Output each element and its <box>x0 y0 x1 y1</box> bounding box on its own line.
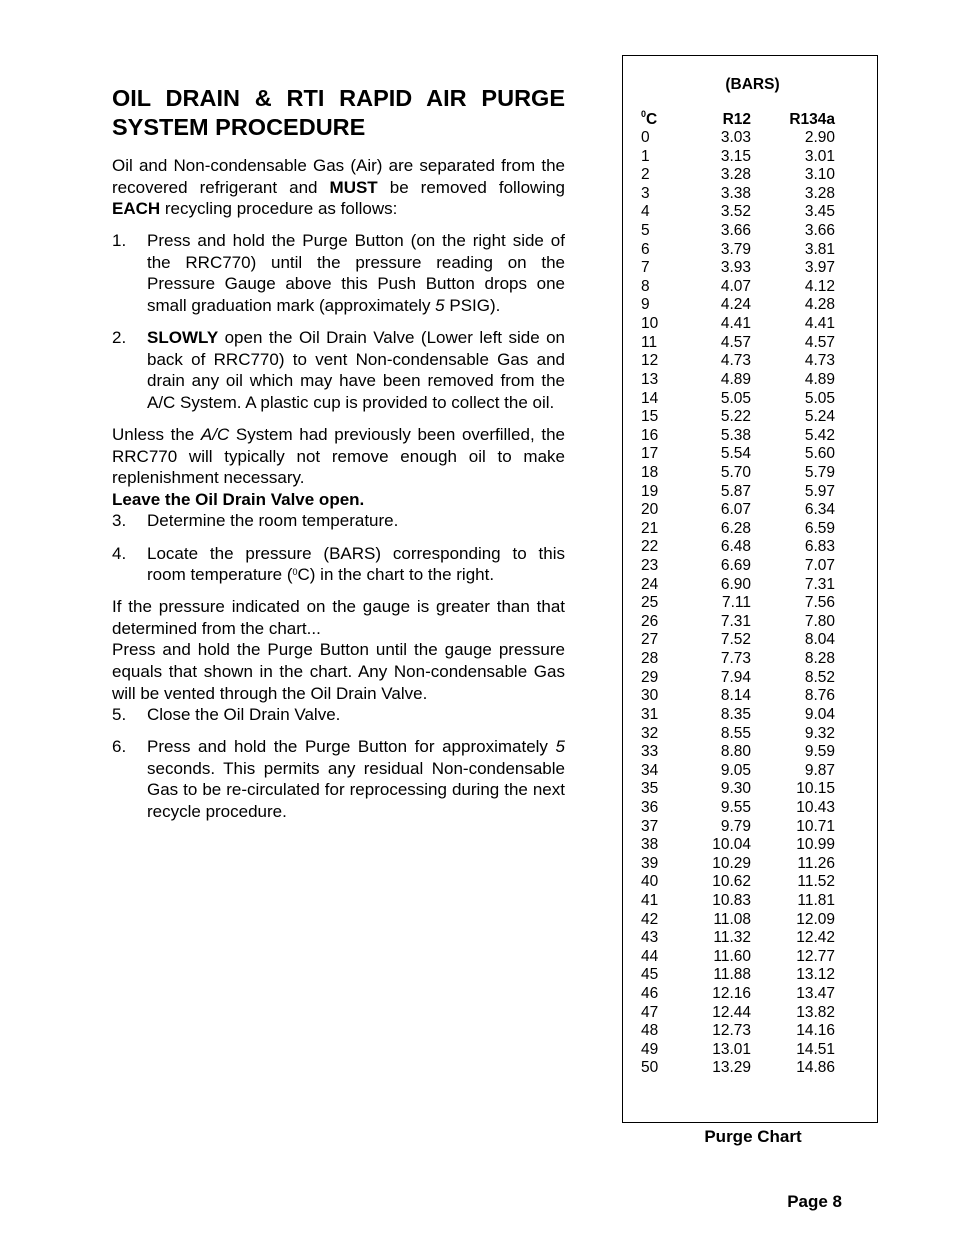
step-text: Determine the room temperature. <box>147 511 399 531</box>
degree-superscript: 0 <box>641 109 647 119</box>
cell-temperature: 24 <box>641 575 659 593</box>
cell-r12: 9.05 <box>720 761 751 779</box>
table-row <box>641 166 861 185</box>
step-text-part: Press and hold the Purge Button for approximately <box>147 737 556 757</box>
cell-r134a: 11.52 <box>797 873 835 891</box>
cell-r12: 13.29 <box>712 1059 751 1077</box>
cell-r134a: 4.12 <box>804 277 835 295</box>
cell-temperature: 27 <box>641 631 659 649</box>
cell-r12: 5.38 <box>720 426 751 444</box>
table-row <box>641 1041 861 1060</box>
cell-r134a: 7.56 <box>804 594 835 612</box>
cell-temperature: 41 <box>641 891 659 909</box>
step-number: 4. <box>112 543 127 563</box>
table-row <box>641 222 861 241</box>
cell-r134a: 2.90 <box>804 129 835 146</box>
cell-r134a: 14.86 <box>796 1059 835 1077</box>
cell-r12: 10.29 <box>712 854 751 872</box>
header-temperature-label: C <box>646 111 658 128</box>
cell-temperature: 16 <box>641 426 659 444</box>
cell-r12: 3.38 <box>720 184 751 202</box>
procedure-body <box>112 155 565 833</box>
cell-temperature: 3 <box>641 184 650 202</box>
cell-temperature: 4 <box>641 203 650 221</box>
cell-r134a: 13.12 <box>796 966 835 984</box>
intro-emphasis-must: MUST <box>329 177 378 197</box>
note-text: System had previously been overfilled, the RRC770 will typically not remove enough oil to make replenishment necessary. <box>112 425 565 488</box>
step-text <box>147 736 565 822</box>
cell-r134a: 12.09 <box>796 910 835 928</box>
cell-r12: 3.52 <box>720 203 751 221</box>
cell-temperature: 35 <box>641 780 659 798</box>
degree-superscript: 0 <box>292 567 298 578</box>
table-row <box>641 1059 861 1078</box>
cell-r12: 9.79 <box>720 817 751 835</box>
cell-r12: 3.03 <box>720 129 751 146</box>
table-row <box>641 818 861 837</box>
step-2-instruction: Leave the Oil Drain Valve open. <box>112 489 365 509</box>
intro-text: recycling procedure as follows: <box>160 199 398 219</box>
cell-temperature: 34 <box>641 761 659 779</box>
cell-r12: 12.73 <box>712 1022 751 1040</box>
table-row <box>641 315 861 334</box>
table-row <box>641 576 861 595</box>
table-row <box>641 427 861 446</box>
cell-temperature: 26 <box>641 612 659 630</box>
cell-r12: 4.07 <box>720 277 751 295</box>
cell-r12: 3.28 <box>720 166 751 184</box>
header-r12: R12 <box>722 111 751 128</box>
cell-r12: 11.08 <box>713 910 751 928</box>
cell-temperature: 20 <box>641 501 659 519</box>
cell-r134a: 4.41 <box>804 315 835 333</box>
cell-temperature: 17 <box>641 445 659 463</box>
table-row <box>641 278 861 297</box>
step-6 <box>112 736 565 822</box>
cell-r134a: 11.26 <box>797 854 835 872</box>
table-row <box>641 631 861 650</box>
step-number: 2. <box>112 328 127 348</box>
cell-temperature: 39 <box>641 854 659 872</box>
cell-temperature: 44 <box>641 947 659 965</box>
cell-temperature: 47 <box>641 1003 659 1021</box>
table-row <box>641 855 861 874</box>
chart-caption: Purge Chart <box>704 1127 802 1146</box>
table-row <box>641 390 861 409</box>
purge-chart-table <box>622 55 878 1123</box>
table-row <box>641 743 861 762</box>
cell-r12: 10.62 <box>712 873 751 891</box>
cell-temperature: 22 <box>641 538 659 556</box>
table-row <box>641 706 861 725</box>
cell-r12: 4.73 <box>720 352 751 370</box>
cell-r134a: 5.79 <box>804 463 835 481</box>
cell-r134a: 10.43 <box>796 798 835 816</box>
cell-temperature: 45 <box>641 966 659 984</box>
table-row <box>641 948 861 967</box>
cell-r12: 10.04 <box>712 836 751 854</box>
table-row <box>641 669 861 688</box>
table-row <box>641 483 861 502</box>
cell-r12: 9.30 <box>720 780 751 798</box>
cell-r134a: 14.51 <box>796 1040 835 1058</box>
cell-r134a: 10.15 <box>796 780 835 798</box>
cell-r134a: 5.42 <box>804 426 835 444</box>
cell-temperature: 11 <box>641 333 658 351</box>
cell-r12: 3.15 <box>720 147 751 165</box>
cell-r134a: 7.31 <box>804 575 835 593</box>
cell-temperature: 40 <box>641 873 659 891</box>
cell-r134a: 3.66 <box>804 222 835 240</box>
cell-r12: 4.24 <box>720 296 751 314</box>
table-row <box>641 501 861 520</box>
cell-temperature: 29 <box>641 668 659 686</box>
cell-temperature: 37 <box>641 817 659 835</box>
cell-r134a: 3.01 <box>804 147 835 165</box>
intro-text: Oil and Non-condensable Gas (Air) are separated from the recovered refrigerant and <box>112 156 565 197</box>
step-number: 1. <box>112 231 127 251</box>
cell-r134a: 8.28 <box>804 650 835 668</box>
cell-r134a: 3.81 <box>804 240 835 258</box>
table-row <box>641 650 861 669</box>
cell-temperature: 23 <box>641 557 659 575</box>
cell-r12: 8.35 <box>720 705 751 723</box>
cell-temperature: 31 <box>641 705 659 723</box>
cell-r12: 12.16 <box>712 985 751 1003</box>
step-text-part: PSIG). <box>444 296 501 316</box>
table-row <box>641 334 861 353</box>
cell-r134a: 4.73 <box>804 352 835 370</box>
table-row <box>641 259 861 278</box>
cell-r12: 7.11 <box>721 594 751 612</box>
step-4-instruction: Press and hold the Purge Button until the gauge pressure equals that shown in the chart. Any Non-condensable Gas will be vented through the Oil Drain Valve. <box>112 640 565 703</box>
cell-r12: 8.80 <box>720 743 751 761</box>
cell-temperature: 2 <box>641 166 650 184</box>
table-row <box>641 985 861 1004</box>
cell-temperature: 12 <box>641 352 659 370</box>
table-row <box>641 892 861 911</box>
table-row <box>641 538 861 557</box>
cell-temperature: 33 <box>641 743 659 761</box>
cell-r12: 4.41 <box>720 315 751 333</box>
table-row <box>641 687 861 706</box>
cell-r134a: 9.87 <box>804 761 835 779</box>
cell-temperature: 36 <box>641 798 659 816</box>
cell-r12: 6.07 <box>720 501 751 519</box>
cell-temperature: 19 <box>641 482 659 500</box>
cell-r12: 8.55 <box>720 724 751 742</box>
cell-r12: 8.14 <box>720 687 751 705</box>
cell-r134a: 8.52 <box>804 668 835 686</box>
cell-temperature: 28 <box>641 650 659 668</box>
cell-r134a: 7.07 <box>804 557 835 575</box>
cell-r12: 6.90 <box>720 575 751 593</box>
table-row <box>641 185 861 204</box>
cell-r134a: 4.28 <box>804 296 835 314</box>
header-temperature <box>641 111 657 129</box>
cell-temperature: 1 <box>641 147 650 165</box>
cell-r134a: 9.59 <box>804 743 835 761</box>
cell-temperature: 48 <box>641 1022 659 1040</box>
cell-r12: 9.55 <box>720 798 751 816</box>
cell-r12: 7.31 <box>720 612 751 630</box>
cell-r134a: 6.83 <box>804 538 835 556</box>
cell-r134a: 10.71 <box>796 817 835 835</box>
header-r134a: R134a <box>789 111 835 128</box>
step-2 <box>112 327 565 413</box>
cell-r134a: 13.47 <box>796 985 835 1003</box>
cell-r12: 3.93 <box>720 259 751 277</box>
step-text: Close the Oil Drain Valve. <box>147 705 341 725</box>
cell-r134a: 10.99 <box>796 836 835 854</box>
cell-r12: 4.57 <box>720 333 751 351</box>
step-3 <box>112 510 565 532</box>
cell-r134a: 6.34 <box>804 501 835 519</box>
cell-r12: 3.66 <box>720 222 751 240</box>
table-row <box>641 296 861 315</box>
cell-r12: 5.05 <box>720 389 751 407</box>
step-text <box>147 543 565 586</box>
cell-r12: 4.89 <box>720 370 751 388</box>
cell-temperature: 9 <box>641 296 650 314</box>
cell-r134a: 13.82 <box>796 1003 835 1021</box>
table-row <box>641 129 861 148</box>
table-row <box>641 445 861 464</box>
table-row <box>641 203 861 222</box>
step-text <box>147 327 565 413</box>
cell-r134a: 7.80 <box>804 612 835 630</box>
table-row <box>641 966 861 985</box>
cell-r12: 10.83 <box>712 891 751 909</box>
cell-temperature: 0 <box>641 129 650 146</box>
table-row <box>641 873 861 892</box>
cell-r12: 3.79 <box>720 240 751 258</box>
step-4 <box>112 543 565 586</box>
table-body <box>641 129 861 1078</box>
cell-temperature: 49 <box>641 1040 659 1058</box>
intro-emphasis-each: EACH <box>112 199 161 219</box>
table-row <box>641 408 861 427</box>
cell-temperature: 18 <box>641 463 659 481</box>
cell-temperature: 50 <box>641 1059 659 1077</box>
cell-r12: 11.32 <box>713 929 751 947</box>
cell-r12: 13.01 <box>712 1040 751 1058</box>
table-row <box>641 148 861 167</box>
units-label: (BARS) <box>725 76 780 93</box>
cell-r134a: 6.59 <box>804 519 835 537</box>
cell-r134a: 3.97 <box>804 259 835 277</box>
table-row <box>641 780 861 799</box>
table-row <box>641 836 861 855</box>
cell-r134a: 5.97 <box>804 482 835 500</box>
cell-temperature: 10 <box>641 315 659 333</box>
cell-temperature: 32 <box>641 724 659 742</box>
table-row <box>641 371 861 390</box>
cell-r134a: 9.04 <box>804 705 835 723</box>
cell-r134a: 4.89 <box>804 370 835 388</box>
table-row <box>641 352 861 371</box>
cell-r134a: 8.04 <box>804 631 835 649</box>
step-5 <box>112 704 565 726</box>
step-4-note: If the pressure indicated on the gauge is greater than that determined from the chart... <box>112 597 565 638</box>
step-number: 6. <box>112 737 127 757</box>
cell-r12: 5.22 <box>720 408 751 426</box>
table-row <box>641 725 861 744</box>
table-row <box>641 911 861 930</box>
cell-r134a: 3.28 <box>804 184 835 202</box>
cell-temperature: 6 <box>641 240 650 258</box>
cell-r134a: 5.05 <box>804 389 835 407</box>
table-row <box>641 613 861 632</box>
intro-paragraph <box>112 155 565 220</box>
cell-r12: 6.69 <box>720 557 751 575</box>
table-row <box>641 594 861 613</box>
cell-r12: 5.70 <box>720 463 751 481</box>
cell-temperature: 15 <box>641 408 659 426</box>
step-text-part: open the Oil Drain Valve (Lower left side on back of RRC770) to vent Non-condensable Gas and drain any oil which may have been removed from the A/C System. A plastic cup is provided to collect the oil. <box>147 328 565 412</box>
cell-r12: 12.44 <box>712 1003 751 1021</box>
cell-r12: 7.94 <box>720 668 751 686</box>
cell-r134a: 11.81 <box>797 891 835 909</box>
step-text-part: Locate the pressure (BARS) corresponding to this room temperature ( <box>147 543 565 585</box>
cell-r134a: 4.57 <box>804 333 835 351</box>
cell-r12: 6.28 <box>720 519 751 537</box>
cell-r12: 7.52 <box>720 631 751 649</box>
step-2-note <box>112 424 565 489</box>
page-title: OIL DRAIN & RTI RAPID AIR PURGE SYSTEM PROCEDURE <box>112 85 565 140</box>
cell-temperature: 13 <box>641 370 659 388</box>
page-number: Page 8 <box>787 1192 842 1211</box>
table-row <box>641 1004 861 1023</box>
cell-temperature: 5 <box>641 222 650 240</box>
cell-temperature: 42 <box>641 910 659 928</box>
cell-temperature: 7 <box>641 259 650 277</box>
cell-r12: 6.48 <box>720 538 751 556</box>
step-text-part: Press and hold the Purge Button (on the right side of the RRC770) until the pressure reading on the Pressure Gauge above this Push Button drops one small graduation mark (approximately <box>147 231 565 316</box>
table-row <box>641 799 861 818</box>
cell-temperature: 38 <box>641 836 659 854</box>
table-row <box>641 929 861 948</box>
cell-temperature: 46 <box>641 985 659 1003</box>
cell-r134a: 14.16 <box>796 1022 835 1040</box>
table-row <box>641 762 861 781</box>
step-text-bold: SLOWLY <box>147 328 219 348</box>
table-row <box>641 241 861 260</box>
table-row <box>641 1022 861 1041</box>
intro-text: be removed following <box>377 177 565 197</box>
cell-r134a: 3.10 <box>804 166 835 184</box>
cell-temperature: 43 <box>641 929 659 947</box>
step-text-part: seconds. This permits any residual Non-condensable Gas to be re-circulated for reprocessing during the next recycle procedure. <box>147 758 565 822</box>
cell-r12: 7.73 <box>720 650 751 668</box>
cell-temperature: 21 <box>641 519 659 537</box>
cell-r134a: 3.45 <box>804 203 835 221</box>
step-1 <box>112 230 565 316</box>
cell-r134a: 12.42 <box>796 929 835 947</box>
cell-temperature: 8 <box>641 277 650 295</box>
note-text: Unless the <box>112 425 201 445</box>
step-text <box>147 230 565 316</box>
cell-r134a: 5.24 <box>804 408 835 426</box>
cell-r134a: 9.32 <box>804 724 835 742</box>
step-text-italic: 5 <box>555 737 565 757</box>
cell-r12: 5.54 <box>720 445 751 463</box>
cell-r12: 5.87 <box>720 482 751 500</box>
cell-temperature: 25 <box>641 594 659 612</box>
step-number: 3. <box>112 511 127 531</box>
note-text-italic: A/C <box>200 425 230 445</box>
cell-r134a: 5.60 <box>804 445 835 463</box>
cell-r12: 11.60 <box>713 947 751 965</box>
table-row <box>641 520 861 539</box>
cell-temperature: 30 <box>641 687 659 705</box>
cell-temperature: 14 <box>641 389 659 407</box>
table-row <box>641 557 861 576</box>
cell-r134a: 8.76 <box>804 687 835 705</box>
cell-r134a: 12.77 <box>796 947 835 965</box>
cell-r12: 11.88 <box>713 966 751 984</box>
step-text-italic: 5 <box>435 296 445 316</box>
step-text-part: C) in the chart to the right. <box>297 565 495 585</box>
table-row <box>641 464 861 483</box>
step-number: 5. <box>112 705 127 725</box>
table-header <box>641 111 861 129</box>
